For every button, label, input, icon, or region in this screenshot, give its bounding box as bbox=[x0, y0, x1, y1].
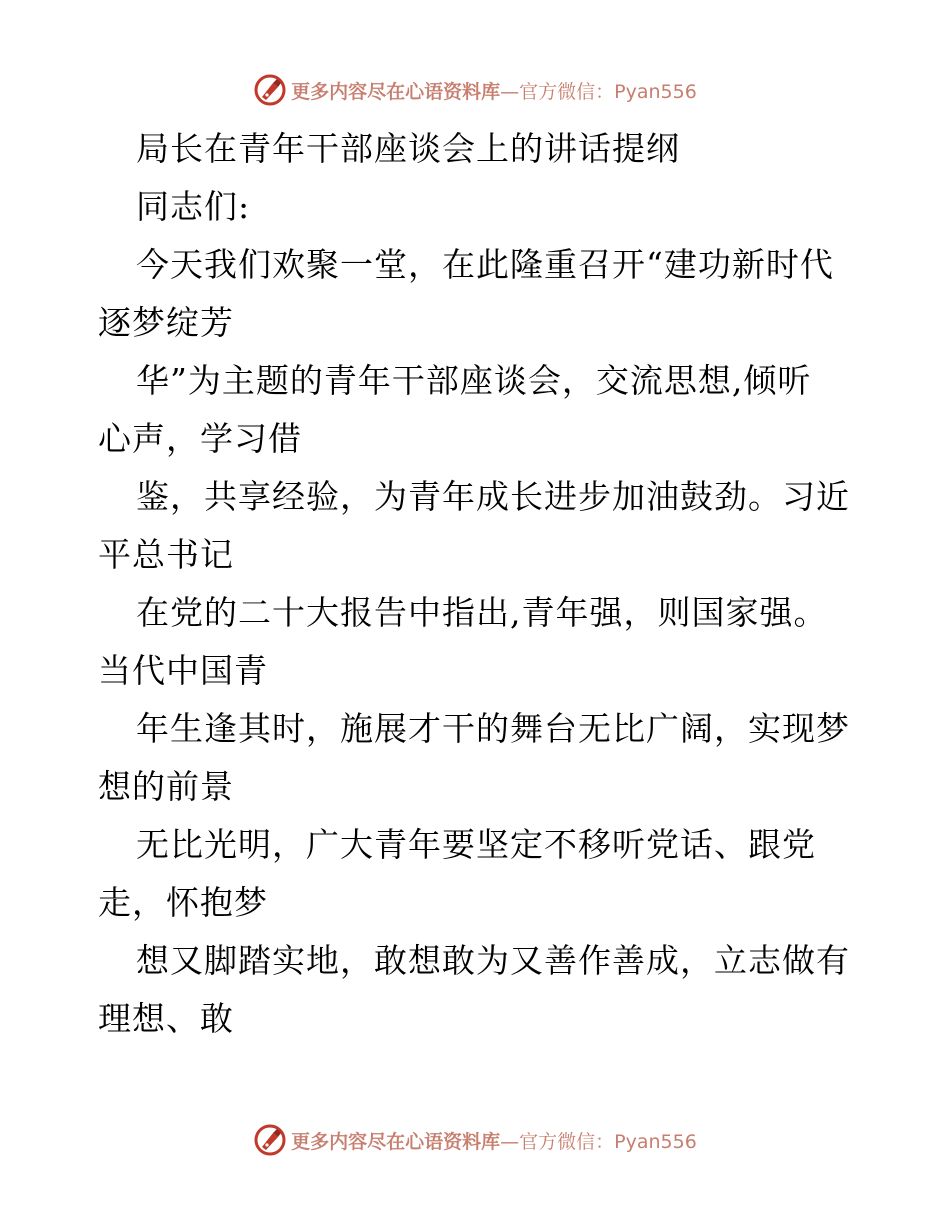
document-line-5: 华”为主题的青年干部座谈会，交流思想,倾听 bbox=[136, 361, 812, 400]
document-line-13: 无比光明，广大青年要坚定不移听党话、跟党 bbox=[136, 825, 816, 864]
watermark-main-text: 更多内容尽在心语资料库 bbox=[291, 1130, 501, 1153]
document-line-4: 逐梦绽芳 bbox=[98, 303, 234, 342]
document-line-10: 当代中国青 bbox=[98, 651, 268, 690]
document-line-2: 同志们: bbox=[136, 187, 251, 226]
footer-watermark bbox=[0, 1120, 950, 1160]
document-line-7: 鉴，共享经验，为青年成长进步加油鼓劲。习近 bbox=[136, 477, 850, 516]
pen-nib-logo-icon bbox=[253, 73, 287, 107]
document-line-11: 年生逢其时，施展才干的舞台无比广阔，实现梦 bbox=[136, 709, 850, 748]
document-line-9: 在党的二十大报告中指出,青年强，则国家强。 bbox=[136, 593, 828, 632]
document-line-1: 局长在青年干部座谈会上的讲话提纲 bbox=[136, 129, 680, 168]
header-watermark bbox=[0, 70, 950, 110]
document-line-6: 心声，学习借 bbox=[98, 419, 302, 458]
document-line-15: 想又脚踏实地，敢想敢为又善作善成，立志做有 bbox=[136, 941, 850, 980]
document-line-8: 平总书记 bbox=[98, 535, 234, 574]
document-body bbox=[98, 120, 858, 1048]
document-line-16: 理想、敢 bbox=[98, 999, 234, 1038]
watermark-main-text: 更多内容尽在心语资料库 bbox=[291, 80, 501, 103]
document-line-12: 想的前景 bbox=[98, 767, 234, 806]
watermark-sub-text: —官方微信：Pyan556 bbox=[500, 80, 697, 103]
watermark-sub-text: —官方微信：Pyan556 bbox=[500, 1130, 697, 1153]
document-line-14: 走，怀抱梦 bbox=[98, 883, 268, 922]
document-line-3: 今天我们欢聚一堂，在此隆重召开“建功新时代 bbox=[136, 245, 834, 284]
pen-nib-logo-icon bbox=[253, 1123, 287, 1157]
